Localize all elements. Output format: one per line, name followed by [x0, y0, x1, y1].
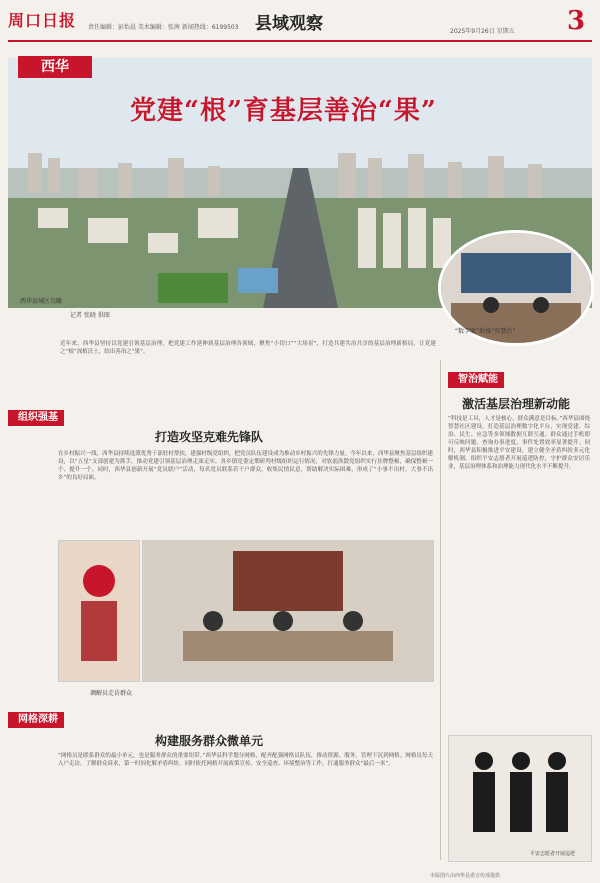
section-title: 县域观察 [255, 14, 323, 34]
section-body-smart: “科技是工具，人才是核心，群众满意是目标。”西华县围绕智慧社区建设，打造基层治理数字化平台，实现党建、综治、民生、应急等多领域数据互联互通。群众通过手机即可反映问题、查询办事进度，事件处置效率显著提升。同时，西华县积极推进平安建设，建立健全矛盾纠纷多元化解机制，组织平安志愿者开展巡逻防控，守护群众安居乐业，基层治理体系和治理能力现代化水平不断提升。 [448, 416, 590, 470]
section-body-grid: “网格员是联系群众的最小单元，也是服务群众的重要纽带。”西华县科学划分网格，配齐配强网格员队伍，推动资源、服务、管理下沉到网格。网格员每天入户走访，了解群众诉求，第一时间化解矛盾纠纷。同时依托网格开展政策宣传、安全巡查、环境整治等工作，打通服务群众“最后一米”。 [58, 753, 433, 767]
newspaper-logo: 周口日报 [8, 11, 77, 30]
lede-paragraph: 近年来，西华县坚持以党建引领基层治理，把党建工作延伸到基层治理各领域，聚焦“小切口”“大场景”，打造共建共治共享的基层治理新格局，让党建之“根”深植沃土，结出善治之“果”。 [60, 341, 436, 355]
section-tag-grid: 网格深耕 [8, 712, 64, 728]
headline: 党建“根”育基层善治“果” [130, 96, 437, 126]
column-divider [440, 360, 441, 860]
section-body-organization: 在乡村振兴一线，西华县持续选派优秀干部驻村帮扶，建强村级党组织，把党员队伍建设成为推动乡村振兴的先锋力量。今年以来，西华县聚焦基层组织建设，以“五星”支部创建为抓手，推动党建引领基层治理走深走实。各乡镇党委定期研判村级组织运行情况，对软弱涣散党组织实行挂牌整顿，确保整顿一个、提升一个。同时，西华县创新开展“党员联户”活动，每名党员联系若干户群众，收集民情民意，帮助解决实际困难，形成了“小事不出村、大事不出乡”的良好局面。 [58, 451, 433, 481]
hero-caption: 西华县城区鸟瞰 [20, 298, 63, 305]
region-label: 西华 [18, 56, 92, 78]
section-tag-organization: 组织强基 [8, 410, 64, 426]
page-number: 3 [567, 6, 586, 36]
editor-credits: 责任编辑：彭怡晨 美术编辑：张茜 新闻热线：6199503 [88, 24, 239, 31]
photo-credit: 记者 张晓 供图 [70, 312, 110, 319]
section-title-organization: 打造攻坚克难先锋队 [155, 430, 264, 444]
masthead [0, 0, 600, 38]
patrol-photo [448, 735, 592, 862]
header-rule [8, 40, 592, 42]
photo-caption-smart: 平安志愿者开展巡逻 [530, 851, 576, 857]
mediation-photo [142, 540, 434, 682]
photo-caption-organization: 调解员走访群众 [90, 690, 133, 697]
circle-caption: “数字赋”助推“智慧治” [455, 328, 516, 335]
section-title-smart: 激活基层治理新动能 [462, 397, 571, 411]
issue-date: 2025年9月26日 星期五 [450, 28, 515, 35]
page-footer: 本版图片由西华县委宣传部提供 [430, 873, 501, 879]
volunteer-photo [58, 540, 140, 682]
section-title-grid: 构建服务群众微单元 [155, 734, 264, 748]
section-tag-smart: 智治赋能 [448, 372, 504, 388]
